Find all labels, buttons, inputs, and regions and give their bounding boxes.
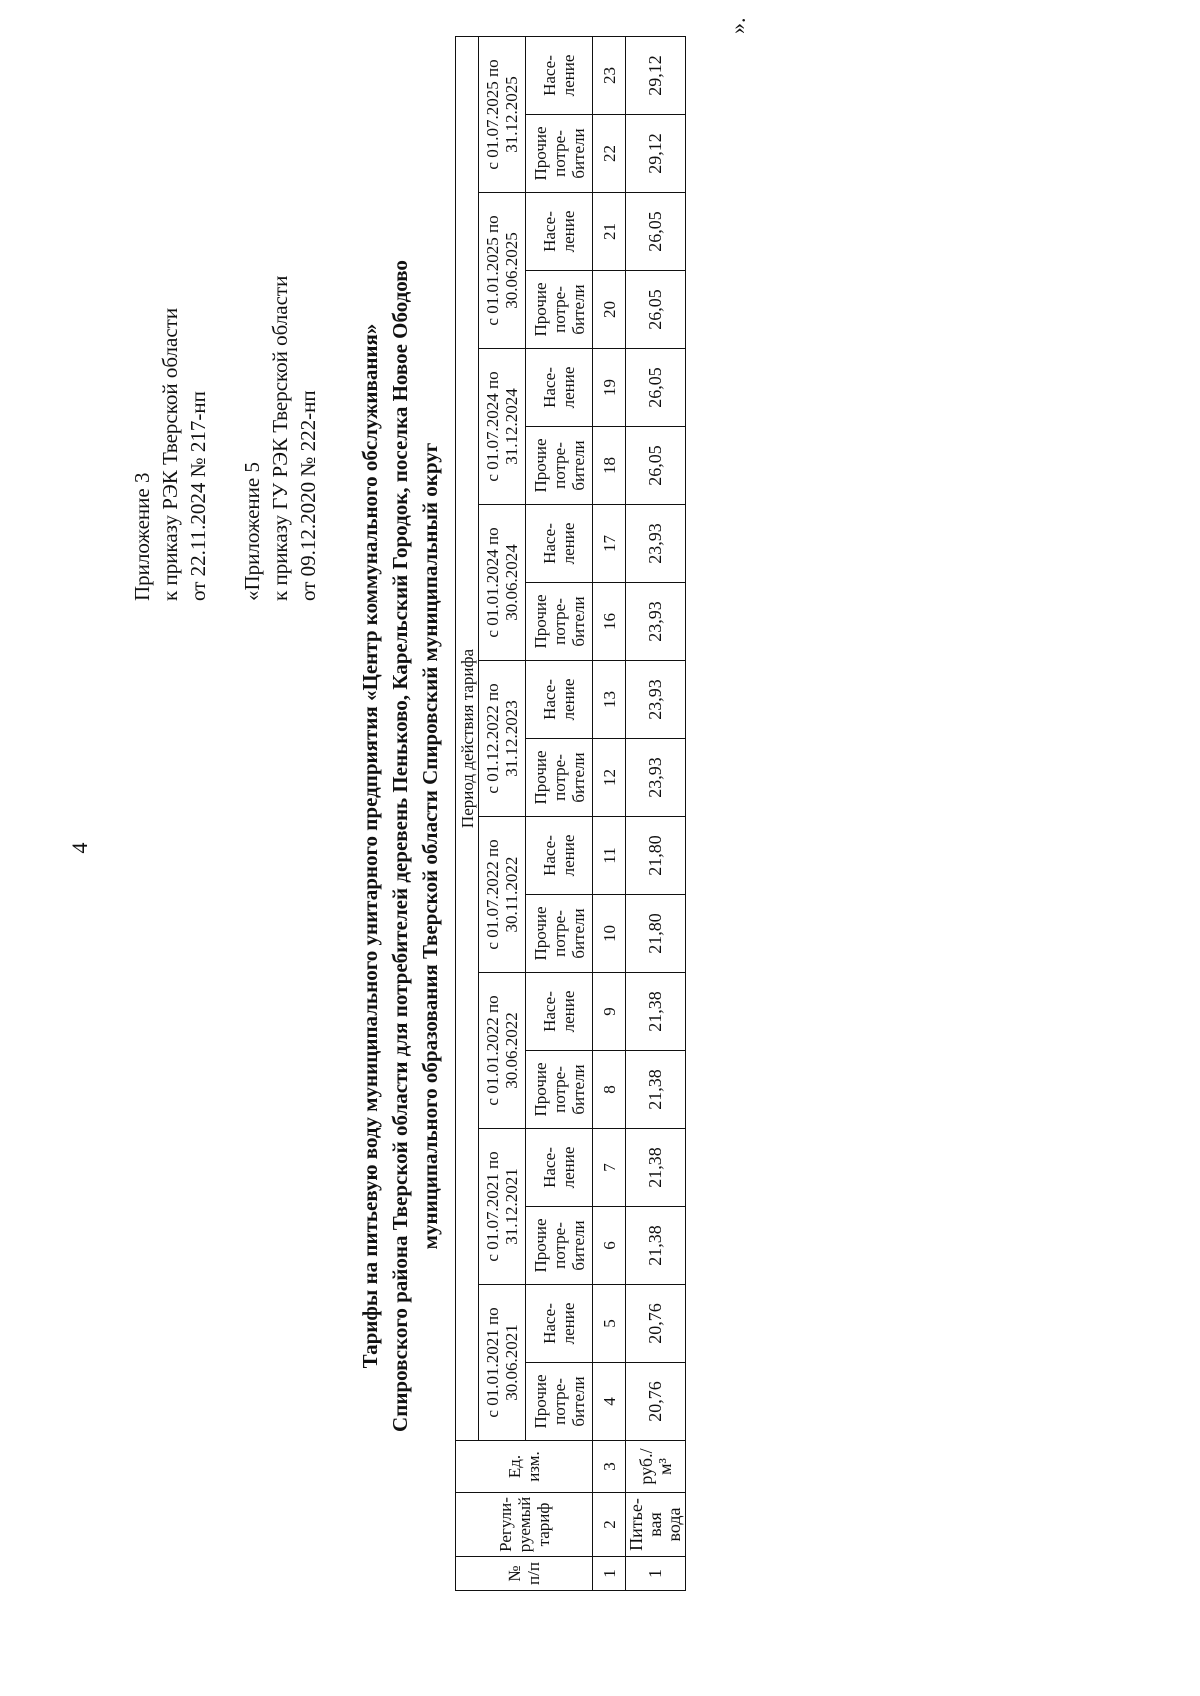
header-unit: Ед. изм. bbox=[456, 1441, 593, 1493]
header-population: Насе-ление bbox=[526, 661, 593, 739]
header-others: Прочие потре-бители bbox=[526, 1051, 593, 1129]
appendix-current-line1: Приложение 3 bbox=[130, 472, 154, 601]
column-number: 8 bbox=[593, 1051, 626, 1129]
header-population: Насе-ление bbox=[526, 817, 593, 895]
header-period-date: с 01.01.2025 по 30.06.2025 bbox=[479, 193, 526, 349]
header-others: Прочие потре-бители bbox=[526, 271, 593, 349]
header-population: Насе-ление bbox=[526, 1129, 593, 1207]
header-others: Прочие потре-бители bbox=[526, 427, 593, 505]
tariff-value: 20,76 bbox=[626, 1285, 686, 1363]
header-tariff: Регули-руемый тариф bbox=[456, 1493, 593, 1557]
appendix-previous-line2: к приказу ГУ РЭК Тверской области bbox=[268, 275, 292, 601]
column-number: 19 bbox=[593, 349, 626, 427]
closing-quote: ». bbox=[725, 17, 750, 34]
header-others: Прочие потре-бители bbox=[526, 583, 593, 661]
table-row bbox=[626, 37, 686, 1591]
column-number: 9 bbox=[593, 973, 626, 1051]
page-number: 4 bbox=[67, 842, 92, 854]
column-number: 12 bbox=[593, 739, 626, 817]
title-line3: муниципального образования Тверской области Спировский муниципальный округ bbox=[418, 442, 442, 1250]
header-others: Прочие потре-бители bbox=[526, 1207, 593, 1285]
column-number: 11 bbox=[593, 817, 626, 895]
title-line2: Спировского района Тверской области для потребителей деревень Пеньково, Карельский Городок, поселка Новое Ободово bbox=[388, 260, 412, 1432]
appendix-previous bbox=[238, 276, 322, 601]
header-period-date: с 01.01.2021 по 30.06.2021 bbox=[479, 1285, 526, 1441]
header-others: Прочие потре-бители bbox=[526, 739, 593, 817]
header-period-date: с 01.07.2025 по 31.12.2025 bbox=[479, 37, 526, 193]
header-others: Прочие потре-бители bbox=[526, 115, 593, 193]
column-number: 3 bbox=[593, 1441, 626, 1493]
row-num: 1 bbox=[626, 1557, 686, 1591]
tariff-value: 21,38 bbox=[626, 1207, 686, 1285]
column-number: 7 bbox=[593, 1129, 626, 1207]
title-line1: Тарифы на питьевую воду муниципального унитарного предприятия «Центр коммунального обслуживания» bbox=[358, 323, 382, 1369]
column-number: 23 bbox=[593, 37, 626, 115]
appendix-previous-line1: «Приложение 5 bbox=[240, 462, 264, 601]
tariff-value: 21,38 bbox=[626, 1129, 686, 1207]
tariff-value: 21,80 bbox=[626, 817, 686, 895]
header-period: Период действия тарифа bbox=[456, 37, 479, 1441]
tariff-value: 26,05 bbox=[626, 349, 686, 427]
tariff-value: 23,93 bbox=[626, 583, 686, 661]
header-period-date: с 01.01.2024 по 30.06.2024 bbox=[479, 505, 526, 661]
header-period-date: с 01.12.2022 по 31.12.2023 bbox=[479, 661, 526, 817]
column-number: 1 bbox=[593, 1557, 626, 1591]
tariff-value: 26,05 bbox=[626, 271, 686, 349]
appendix-current-line3: от 22.11.2024 № 217-нп bbox=[186, 391, 210, 601]
tariff-table bbox=[455, 36, 686, 1591]
column-number: 22 bbox=[593, 115, 626, 193]
tariff-value: 23,93 bbox=[626, 661, 686, 739]
tariff-value: 21,38 bbox=[626, 1051, 686, 1129]
header-others: Прочие потре-бители bbox=[526, 895, 593, 973]
tariff-value: 29,12 bbox=[626, 115, 686, 193]
column-number: 6 bbox=[593, 1207, 626, 1285]
tariff-value: 26,05 bbox=[626, 193, 686, 271]
appendix-current-line2: к приказу РЭК Тверской области bbox=[158, 307, 182, 601]
column-number: 2 bbox=[593, 1493, 626, 1557]
row-tariff: Питье-вая вода bbox=[626, 1493, 686, 1557]
header-period-date: с 01.07.2021 по 31.12.2021 bbox=[479, 1129, 526, 1285]
row-unit: руб./м³ bbox=[626, 1441, 686, 1493]
column-numbers-row bbox=[593, 37, 626, 1591]
header-population: Насе-ление bbox=[526, 37, 593, 115]
header-population: Насе-ление bbox=[526, 505, 593, 583]
column-number: 16 bbox=[593, 583, 626, 661]
column-number: 4 bbox=[593, 1363, 626, 1441]
header-period-date: с 01.07.2022 по 30.11.2022 bbox=[479, 817, 526, 973]
column-number: 10 bbox=[593, 895, 626, 973]
header-period-date: с 01.01.2022 по 30.06.2022 bbox=[479, 973, 526, 1129]
header-others: Прочие потре-бители bbox=[526, 1363, 593, 1441]
column-number: 13 bbox=[593, 661, 626, 739]
tariff-value: 26,05 bbox=[626, 427, 686, 505]
header-num: № п/п bbox=[456, 1557, 593, 1591]
document-title bbox=[355, 186, 445, 1506]
column-number: 20 bbox=[593, 271, 626, 349]
column-number: 21 bbox=[593, 193, 626, 271]
column-number: 5 bbox=[593, 1285, 626, 1363]
header-population: Насе-ление bbox=[526, 973, 593, 1051]
column-number: 17 bbox=[593, 505, 626, 583]
appendix-previous-line3: от 09.12.2020 № 222-нп bbox=[296, 390, 320, 601]
tariff-value: 23,93 bbox=[626, 739, 686, 817]
header-population: Насе-ление bbox=[526, 349, 593, 427]
tariff-value: 21,38 bbox=[626, 973, 686, 1051]
tariff-value: 23,93 bbox=[626, 505, 686, 583]
header-population: Насе-ление bbox=[526, 1285, 593, 1363]
header-period-date: с 01.07.2024 по 31.12.2024 bbox=[479, 349, 526, 505]
column-number: 18 bbox=[593, 427, 626, 505]
appendix-current bbox=[128, 308, 212, 601]
tariff-value: 20,76 bbox=[626, 1363, 686, 1441]
header-population: Насе-ление bbox=[526, 193, 593, 271]
tariff-value: 21,80 bbox=[626, 895, 686, 973]
tariff-value: 29,12 bbox=[626, 37, 686, 115]
